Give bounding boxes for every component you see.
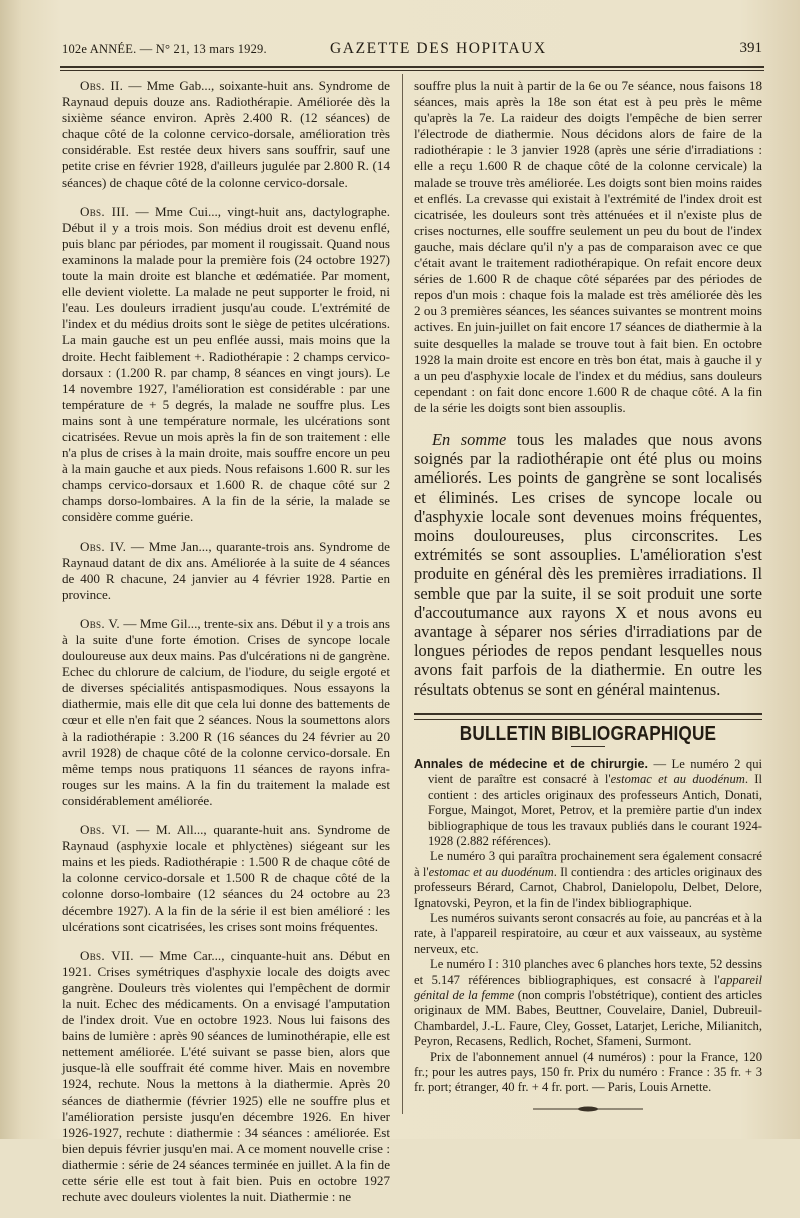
page-number: 391 — [739, 40, 762, 56]
bib-publication-title: Annales de médecine et de chirurgie. — [414, 756, 649, 771]
left-column — [62, 78, 390, 1218]
column-divider — [402, 74, 403, 1114]
right-column — [414, 78, 762, 1118]
bulletin-title: BULLETIN BIBLIOGRAPHIQUE — [459, 722, 717, 745]
bulletin-rule — [414, 713, 762, 720]
bib-paragraph-2: Le numéro 3 qui paraîtra prochainement sera également consacré à l'estomac et au duodénum. Il contiendra : des articles originaux des professeurs Bérard, Carnot, Chabrol, Danielopolu, Delbet, Delore, Ignatovski, Peyron, et la fin de l'index bibliographique. — [414, 849, 762, 910]
observation-7-continued: souffre plus la nuit à partir de la 6e ou 7e séance, nous faisons 18 séances, mais après la 18e son état est à peu près le même qu'après la 7e. La raideur des doigts l'empêche de bien serrer l'électrode de diathermie. Nous décidons alors de faire de la radiothérapie : le 3 janvier 1928 (après une série d'irradiations : elle a reçu 1.600 R de chaque côté de la colonne cervicale) la malade se trouve très améliorée. Les doigts sont bien moins raides et enflés. La crevasse qui existait à l'extrémité de l'index droit est cicatrisée, les douleurs sont très atténuées et il n'existe plus de crises nocturnes, elle souffre seulement un peu du bout de l'index gauche, mais déclare qu'il n'y a pas de comparaison avec ce que c'était avant le traitement radiothérapique. On refait encore deux séries de 1.600 R de chaque côté séparées par des périodes de repos d'un mois : chaque fois la malade est très améliorée dès les 2 ou 3 premières séances, les séances suivantes se montrent moins actives. En juin-juillet on fait encore 17 séances de diathermie à la suite desquelles la malade se trouve tout à fait bien. En octobre 1928 la main droite est encore en très bon état, mais à gauche il y a un peu d'asphyxie locale de l'index et du médius, sans douleurs cependant : on fait donc encore 1.600 R de chaque côté. A la fin de la série les doigts sont bien assouplis. — [414, 78, 762, 415]
bib-paragraph-4: Le numéro I : 310 planches avec 6 planches hors texte, 52 dessins et 5.147 références bibliographiques, est consacré à l'appareil génital de la femme (non compris l'obstétrique), contient des articles originaux de MM. Babes, Beuttner, Couvelaire, Daniel, Dubreuil-Chambardel, J.-L. Faure, Cley, Gosset, Latarjet, Leriche, Milianitch, Peyron, Recasens, Redlich, Rochet, Sfameni, Surmont. — [414, 957, 762, 1049]
bibliography-entry — [414, 757, 762, 1096]
observation-2: Obs. II. — Mme Gab..., soixante-huit ans. Syndrome de Raynaud depuis douze ans. Radiothérapie. Améliorée dès la sixième séance environ. Après 2.400 R. (12 séances) de chaque côté de la colonne cervico-dorsale, amélioration très considérable. Est restée deux hivers sans souffrir, sauf une petite crise en février 1928, d'ailleurs jugulée par 2.800 R. (14 séances) de chaque côté de la colonne cervico-dorsale. — [62, 78, 390, 190]
observation-3: Obs. III. — Mme Cui..., vingt-huit ans, dactylographe. Début il y a trois mois. Son médius droit est devenu enflé, puis blanc par périodes, par moment il rougissait. Quand nous examinons la malade pour la première fois (24 octobre 1927) toute la main droite est blanche et œdématiée. Par moment, elle devient violette. La malade ne peut supporter le froid, ni l'eau. Les douleurs irradient jusqu'au coude. L'extrémité de l'index et du médius droits sont le siège de petites ulcérations. La main gauche est un peu enflée aussi, mais moins que la droite. Hecht faiblement +. Radiothérapie : 2 champs cervico-dorsaux : (1.200 R. par champ, 8 séances en vingt jours). Le 14 novembre 1927, l'amélioration est considérable : par une température de + 5 degrés, la malade ne souffre plus. Les mains sont à une température normale, les ulcérations sont cicatrisées. Revue un mois après la fin de son traitement : elle n'a plus de crises à la main droite, mais souffre encore un peu à la main gauche et aux pieds. Nous refaisons 1.600 R. sur les champs cervico-dorsaux et 1.600 R. de chaque côté sur 2 champs dorso-lombaires. A la fin de la série, la malade se considère comme guérie. — [62, 203, 390, 525]
issue-info: 102e ANNÉE. — N° 21, 13 mars 1929. — [62, 42, 267, 56]
observation-7: Obs. VII. — Mme Car..., cinquante-huit ans. Début en 1921. Crises symétriques d'asphyxie locale des doigts avec gangrène. Douleurs très violentes qui l'empêchent de dormir la nuit. Echec des médicaments. On a envisagé l'amputation de l'index droit. Vue en octobre 1923. Nous lui faisons des bains de lumière : après 90 séances de luminothérapie, elle est nettement améliorée. L'été suivant se passe bien, alors que jusque-là elle souffrait été comme hiver. Mais en novembre 1924, rechute. Nous la mettons à la diathermie. Après 20 séances de diathermie (février 1925) elle ne souffre plus et l'amélioration persiste jusqu'en décembre 1926. En hiver 1926-1927, rechute : diathermie : 34 séances : améliorée. Est bien depuis février jusqu'en mai. A ce moment nouvelle crise : diathermie : série de 24 séances terminée en juillet. A la fin de cette série elle est tout à fait bien. Puis en octobre 1927 rechute avec douleurs violentes la nuit. Diathermie : ne — [62, 947, 390, 1205]
header-rule — [60, 66, 764, 71]
bib-paragraph-3: Les numéros suivants seront consacrés au foie, au pancréas et à la rate, à l'appareil respiratoire, au cœur et aux vaisseaux, au système nerveux, etc. — [414, 910, 762, 956]
end-ornament — [414, 1102, 762, 1118]
page-header — [62, 38, 762, 62]
ornament-rule-icon — [533, 1105, 643, 1113]
observation-4: Obs. IV. — Mme Jan..., quarante-trois ans. Syndrome de Raynaud datant de dix ans. Améliorée à la suite de 4 séances de 400 R chacune, 24 janvier au 4 février 1928. Partie en province. — [62, 538, 390, 602]
journal-title: GAZETTE DES HOPITAUX — [330, 40, 547, 57]
bib-paragraph-1: Annales de médecine et de chirurgie. — Le numéro 2 qui vient de paraître est consacré à l'estomac et au duodénum. Il contient : des articles originaux des professeurs Antich, Donati, Forgue, Maingot, Moret, Petrov, et la première partie d'un index bibliographique de tous les travaux publiés dans le courant 1924-1928 (2.882 références). — [414, 756, 763, 848]
bulletin-short-rule — [571, 746, 605, 747]
observation-5: Obs. V. — Mme Gil..., trente-six ans. Début il y a trois ans à la suite d'une forte émotion. Crises de syncope locale douloureuse aux deux mains. Pas d'ulcérations ni de gangrène. Echec du chlorure de calcium, de l'iodure, du seigle ergoté et de diverses spécialités antispasmodiques. Nous essayons la diathermie, mais elle dit que cela lui donne des battements de cœur et elle n'en fait que 2 séances. Nous la soumettons alors à la radiothérapie : 3.200 R (16 séances du 24 février au 20 avril 1928) de chaque côté de la colonne cervico-dorsale. En même temps nous pratiquons 11 séances de rayons infra-rouges sur les mains. A la fin du traitement la malade est considérablement améliorée. — [62, 615, 390, 808]
observation-6: Obs. VI. — M. All..., quarante-huit ans. Syndrome de Raynaud (asphyxie locale et phlyctènes) siégeant sur les mains et les pieds. Radiothérapie : 1.500 R de chaque côté de la colonne cervico-dorsale et 1.500 R de chaque côté de la colonne dorso-lombaire (12 séances du 24 octobre au 23 décembre 1927). A la fin de la série il est bien amélioré : les ulcérations sont cicatrisées, les crises sont moins fréquentes. — [62, 822, 390, 934]
summary-paragraph: En somme tous les malades que nous avons soignés par la radiothérapie ont été plus ou moins améliorés. Les points de gangrène se sont localisés et éliminés. Les crises de syncope locale ou d'asphyxie locale sont devenues moins fréquentes, moins douloureuses, plus circonscrites. Les extrémités se sont assouplies. L'amélioration s'est produite en général dès les premières irradiations. Il semble que par la suite, il se soit produit une sorte d'accoutumance aux rayons X et nous avons eu avantage à séparer nos séries d'irradiations par de longues périodes de repos pendant lesquelles nous avons fait parfois de la diathermie. En outre les résultats obtenus se sont en général maintenus. — [414, 429, 762, 699]
bib-paragraph-5: Prix de l'abonnement annuel (4 numéros) : pour la France, 120 fr.; pour les autres pays, 150 fr. Prix du numéro : France : 35 fr. + 3 fr. port; étranger, 40 fr. + 4 fr. port. — Paris, Louis Arnette. — [414, 1049, 762, 1095]
